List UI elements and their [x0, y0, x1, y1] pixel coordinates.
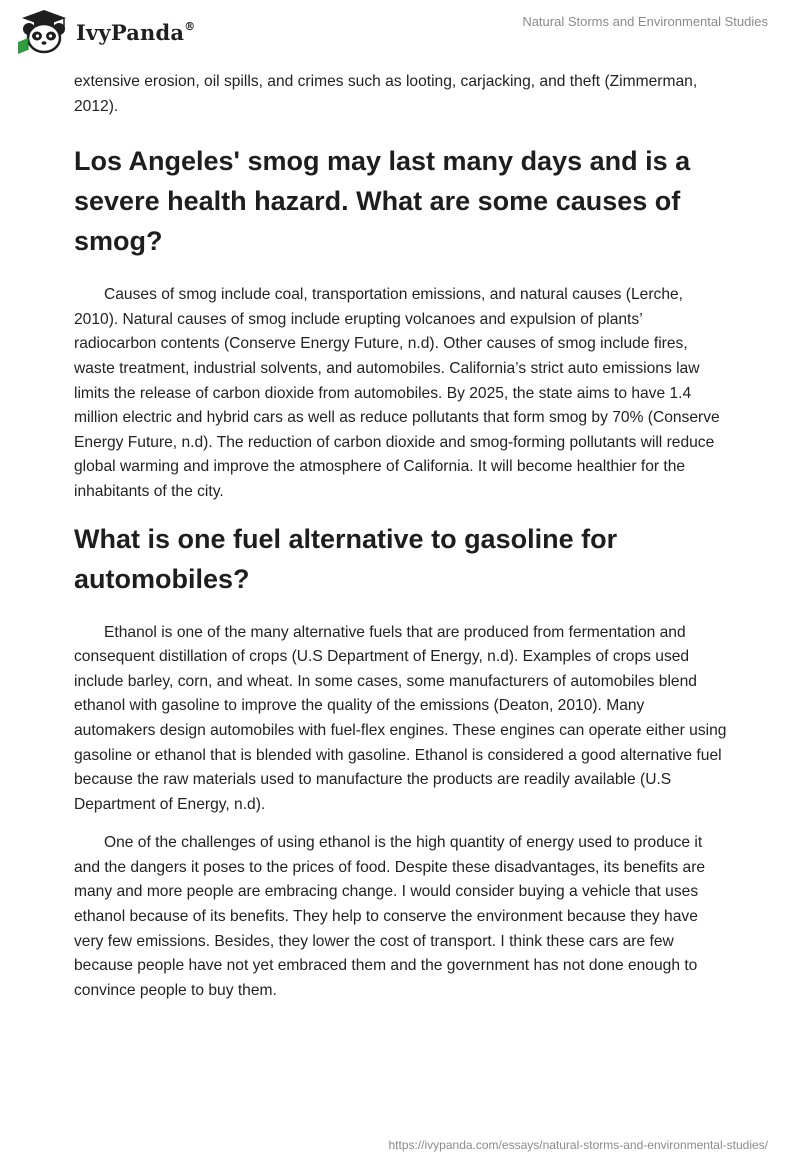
paragraph-smog-causes: Causes of smog include coal, transportation emissions, and natural causes (Lerche, 2010). Natural causes of smog include erupting volcanoes and expulsion of plants’ radiocarbon contents (Conserve Energy Future, n.d). Other causes of smog include fires, waste treatment, industrial solvents, and automobiles. California’s strict auto emissions law limits the release of carbon dioxide from automobiles. By 2025, the state aims to have 1.4 million electric and hybrid cars as well as reduce pollutants that form smog by 70% (Conserve Energy Future, n.d). The reduction of carbon dioxide and smog-forming pollutants will reduce global warming and improve the atmosphere of California. It will become healthier for the inhabitants of the city. — [74, 286, 720, 500]
paragraph-ethanol-intro: Ethanol is one of the many alternative fuels that are produced from fermentation and consequent distillation of crops (U.S Department of Energy, n.d). Examples of crops used include barley, corn, and wheat. In some cases, some manufacturers of automobiles blend ethanol with gasoline to improve the quality of the emissions (Deaton, 2010). Many automakers design automobiles with fuel-flex engines. These engines can operate either using gasoline or ethanol that is blended with gasoline. Ethanol is considered a good alternative fuel because the raw materials used to manufacture the products are readily available (U.S Department of Energy, n.d). — [74, 623, 727, 813]
section-heading-smog: Los Angeles' smog may last many days and is a severe health hazard. What are some causes of smog? — [74, 146, 691, 257]
source-url-link[interactable]: https://ivypanda.com/essays/natural-storms-and-environmental-studies/ — [388, 1138, 768, 1152]
logo-wordmark — [76, 20, 195, 45]
paragraph-ethanol-challenges: One of the challenges of using ethanol is the high quantity of energy used to produce it and the dangers it poses to the prices of food. Despite these disadvantages, its benefits are many and more people are embracing change. I would consider buying a vehicle that uses ethanol because of its benefits. They help to conserve the environment because they have very few emissions. Besides, they lower the cost of transport. I think these cars are few because people have not yet embraced them and the government has not done enough to convince people to buy them. — [74, 834, 706, 999]
panda-graduate-icon — [14, 8, 74, 56]
registered-mark: ® — [184, 19, 196, 33]
ivypanda-logo[interactable] — [14, 8, 195, 56]
page-header — [0, 0, 800, 64]
intro-paragraph: extensive erosion, oil spills, and crimes such as looting, carjacking, and theft (Zimmerman, 2012). — [74, 73, 698, 115]
section-heading-fuel-alternative: What is one fuel alternative to gasoline for automobiles? — [74, 523, 618, 594]
essay-content — [74, 70, 728, 1017]
logo-text: IvyPanda — [76, 19, 185, 45]
document-title: Natural Storms and Environmental Studies — [522, 14, 768, 29]
